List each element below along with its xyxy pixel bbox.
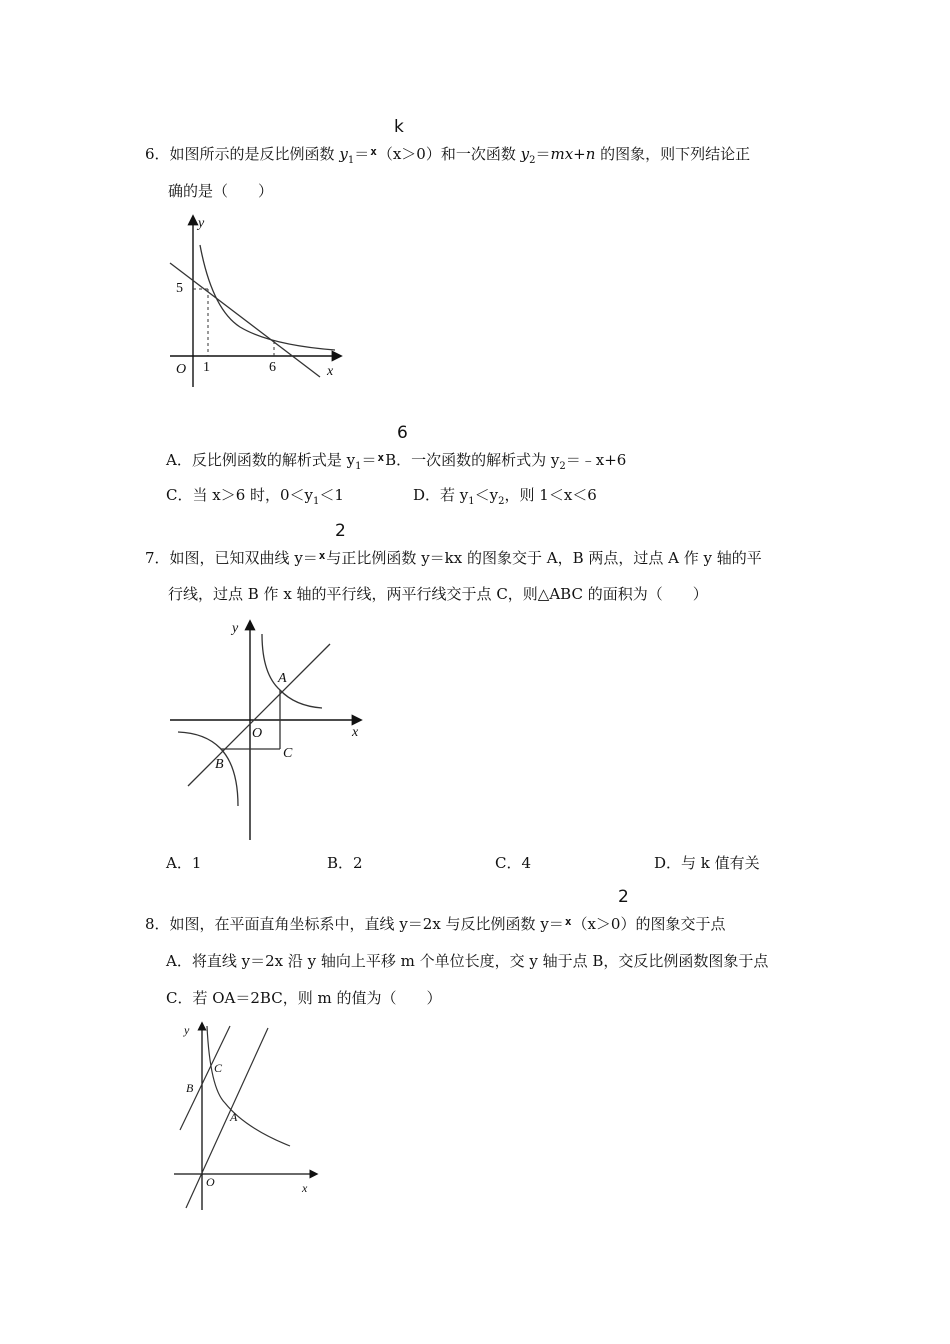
q8-x-label: x bbox=[302, 1181, 308, 1195]
q7-point-c: C bbox=[283, 746, 293, 761]
q8-graph bbox=[170, 1018, 330, 1218]
q6-option-a: A．反比例函数的解析式是 $y_1=xB$．一次函数的解析式为 $y_2=﹣x+6$ bbox=[166, 450, 626, 477]
q6-option-c: C．当 x＞6 时，$0<y_1<1$ bbox=[166, 486, 344, 507]
q6-option-d: D．若 $y_1<y_2$，则 1＜x＜6 bbox=[413, 486, 597, 507]
q6-tick-5: 5 bbox=[176, 281, 183, 296]
q8-number: 8． bbox=[145, 915, 170, 933]
q8-y-label: y bbox=[184, 1023, 190, 1037]
q7-point-a: A bbox=[278, 671, 287, 686]
q7-origin-label: O bbox=[252, 726, 263, 741]
q6-line2: 确的是（ ） bbox=[168, 182, 274, 200]
q6-tick-6: 6 bbox=[269, 360, 276, 375]
q7-graph bbox=[160, 612, 380, 842]
q7-proportional-line bbox=[188, 644, 330, 786]
q7-line2: 行线，过点 B 作 x 轴的平行线，两平行线交于点 C，则△ABC 的面积为（ ） bbox=[168, 585, 708, 603]
q7-x-label: x bbox=[352, 725, 359, 740]
q6-line1: 6．如图所示的是反比例函数 $y_1=x(x>0)$和一次函数 $y_2=mx+n$ 的图象，则下列结论正 bbox=[145, 144, 750, 171]
q6-x-label: x bbox=[327, 364, 334, 379]
q7-number: 7． bbox=[145, 549, 170, 567]
q6-option-b: B．一次函数的解析式为 $y_2=﹣x+6$ bbox=[385, 451, 627, 472]
q7-fraction-numerator: 2 bbox=[335, 521, 346, 541]
q8-hyperbola bbox=[207, 1026, 290, 1146]
q7-hyperbola-q1 bbox=[262, 634, 322, 708]
q7-option-a: A．1 bbox=[166, 854, 202, 872]
q8-line-y2x bbox=[186, 1028, 268, 1208]
q6-fraction-denominator: x bbox=[370, 145, 377, 158]
q7-option-d: D．与 k 值有关 bbox=[654, 854, 760, 872]
q6-number: 6． bbox=[145, 145, 170, 163]
q7-fraction-denominator: x bbox=[318, 549, 326, 562]
q6-optA-numerator: 6 bbox=[397, 423, 408, 443]
q8-point-a: A bbox=[230, 1110, 238, 1124]
q8-line3: C．若 OA＝2BC，则 m 的值为（ ） bbox=[166, 989, 442, 1007]
q8-origin-label: O bbox=[206, 1175, 215, 1189]
q7-point-b: B bbox=[215, 757, 224, 772]
q8-line-shifted bbox=[180, 1026, 230, 1130]
q6-fraction-numerator: k bbox=[394, 117, 404, 137]
q7-y-label: y bbox=[232, 621, 239, 636]
q6-tick-1: 1 bbox=[203, 360, 210, 375]
q8-fraction-numerator: 2 bbox=[618, 887, 629, 907]
q8-line2: A．将直线 y＝2x 沿 y 轴向上平移 m 个单位长度，交 y 轴于点 B，交反比例函数图象于点 bbox=[166, 952, 769, 970]
q7-line1: 7．如图，已知双曲线 y＝x与正比例函数 y＝kx 的图象交于 A，B 两点，过点 A 作 y 轴的平 bbox=[145, 548, 762, 570]
q8-point-b: B bbox=[186, 1081, 194, 1095]
q6-y-label: y bbox=[198, 216, 205, 231]
q6-origin-label: O bbox=[176, 362, 187, 377]
q8-line1: 8．如图，在平面直角坐标系中，直线 y＝2x 与反比例函数 y＝x（x＞0）的图象交于点 bbox=[145, 914, 725, 936]
q7-option-c: C．4 bbox=[495, 854, 532, 872]
q6-hyperbola bbox=[200, 245, 335, 350]
q7-hyperbola-q3 bbox=[178, 732, 238, 806]
q6-optA-denominator: x bbox=[377, 451, 385, 464]
q8-fraction-denominator: x bbox=[564, 915, 572, 928]
q7-option-b: B．2 bbox=[327, 854, 363, 872]
q6-graph bbox=[160, 205, 360, 395]
q8-point-c: C bbox=[214, 1061, 223, 1075]
